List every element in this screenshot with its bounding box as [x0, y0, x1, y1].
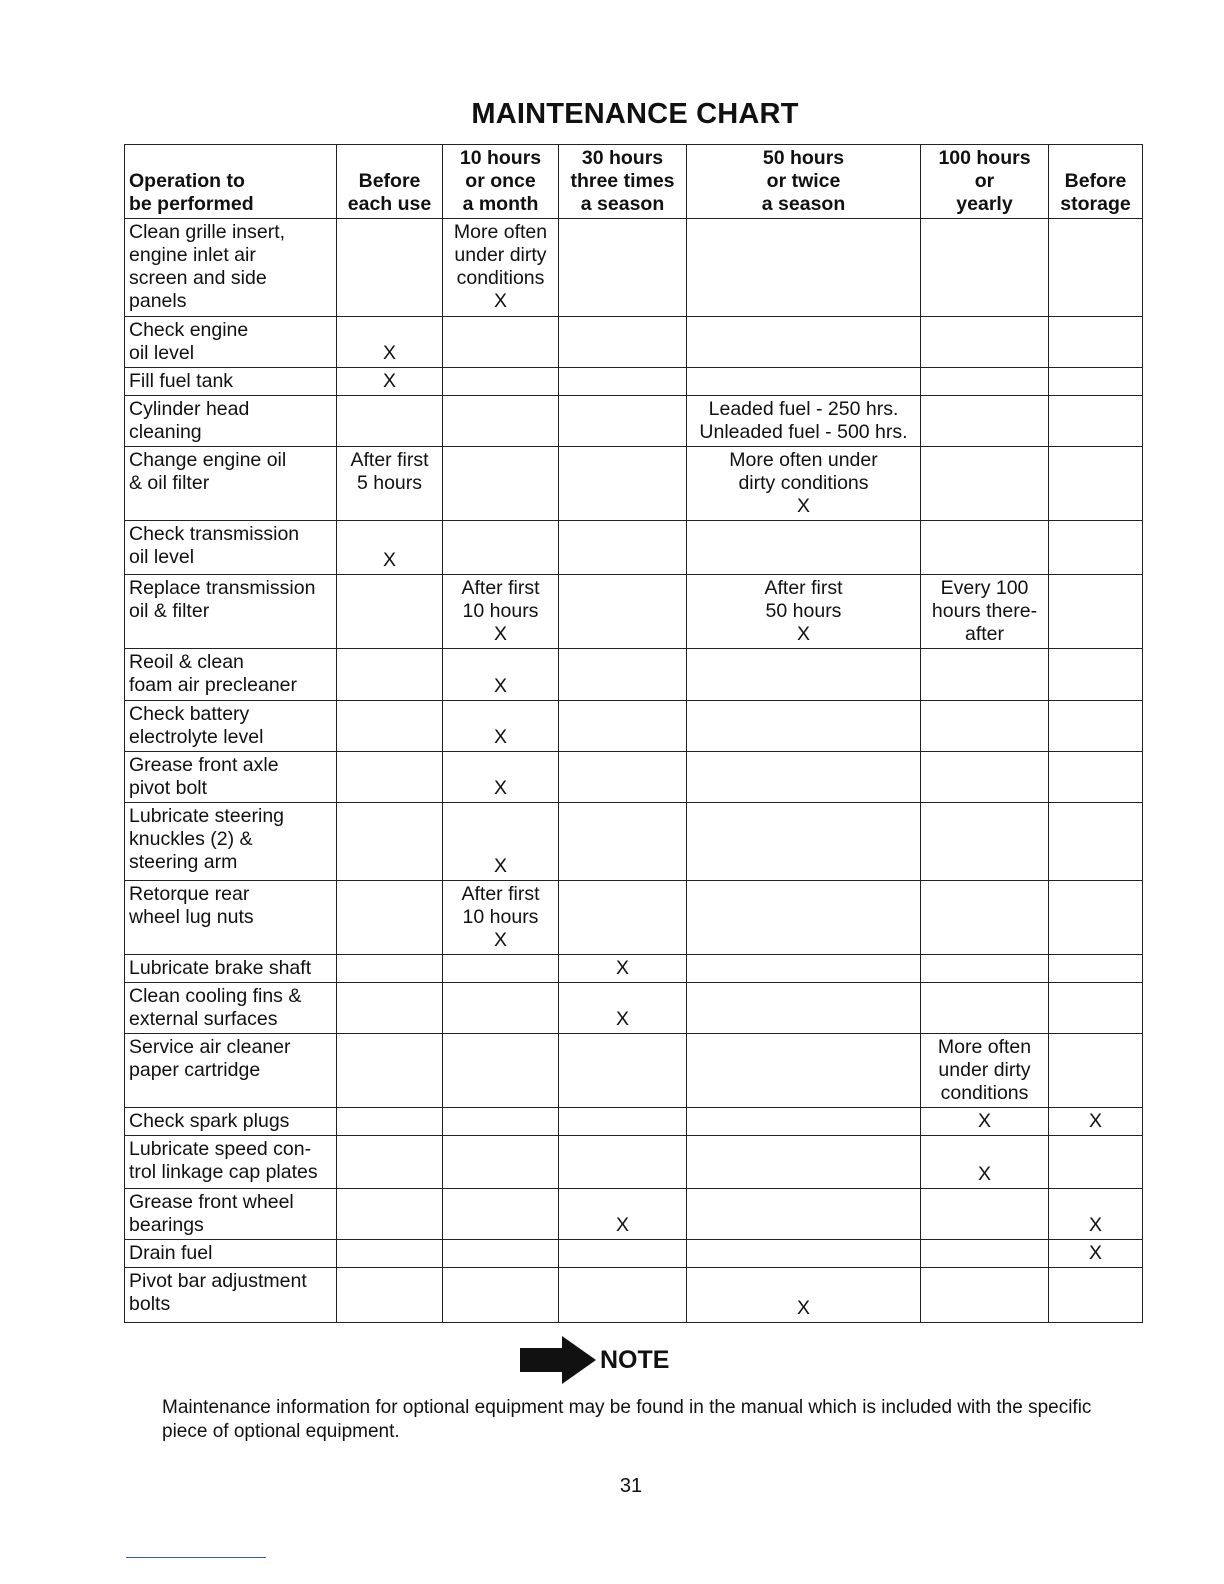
- page-title: MAINTENANCE CHART: [471, 98, 799, 130]
- interval-cell: X: [921, 1136, 1049, 1189]
- interval-cell: X: [443, 701, 559, 752]
- interval-cell: [1049, 368, 1143, 396]
- interval-cell: [687, 1034, 921, 1108]
- interval-cell: [1049, 575, 1143, 649]
- table-row: [125, 881, 1143, 955]
- interval-cell: [687, 955, 921, 983]
- interval-cell: [687, 317, 921, 368]
- table-row: [125, 521, 1143, 575]
- interval-cell: After first 50 hours X: [687, 575, 921, 649]
- interval-cell: [921, 983, 1049, 1034]
- interval-cell: X: [687, 1268, 921, 1323]
- interval-cell: X: [443, 649, 559, 701]
- interval-cell: [559, 1240, 687, 1268]
- table-row: [125, 317, 1143, 368]
- interval-cell: [337, 649, 443, 701]
- interval-cell: X: [559, 955, 687, 983]
- table-row: [125, 983, 1143, 1034]
- interval-cell: More often under dirty conditions: [921, 1034, 1049, 1108]
- note-text: Maintenance information for optional equipment may be found in the manual which is included with the specific piece of optional equipment.: [162, 1397, 1092, 1442]
- interval-cell: Every 100 hours there- after: [921, 575, 1049, 649]
- operation-cell: Retorque rear wheel lug nuts: [125, 881, 337, 955]
- interval-cell: [687, 803, 921, 881]
- interval-cell: [921, 955, 1049, 983]
- operation-cell: Lubricate brake shaft: [125, 955, 337, 983]
- interval-cell: [443, 1136, 559, 1189]
- operation-cell: Fill fuel tank: [125, 368, 337, 396]
- interval-cell: [337, 1034, 443, 1108]
- table-row: [125, 1189, 1143, 1240]
- interval-cell: [687, 219, 921, 317]
- interval-cell: [921, 701, 1049, 752]
- interval-cell: [687, 1240, 921, 1268]
- interval-cell: [443, 1189, 559, 1240]
- interval-cell: [687, 701, 921, 752]
- operation-cell: Cylinder head cleaning: [125, 396, 337, 447]
- interval-cell: [1049, 955, 1143, 983]
- operation-cell: Grease front wheel bearings: [125, 1189, 337, 1240]
- interval-cell: X: [1049, 1189, 1143, 1240]
- operation-cell: Service air cleaner paper cartridge: [125, 1034, 337, 1108]
- table-row: [125, 955, 1143, 983]
- operation-cell: Clean grille insert, engine inlet air screen and side panels: [125, 219, 337, 317]
- header-before-each-use: Before each use: [337, 145, 443, 219]
- interval-cell: [687, 983, 921, 1034]
- interval-cell: [337, 983, 443, 1034]
- interval-cell: [337, 1136, 443, 1189]
- interval-cell: [921, 219, 1049, 317]
- table-row: [125, 1108, 1143, 1136]
- interval-cell: [921, 881, 1049, 955]
- header-row: [125, 145, 1143, 219]
- interval-cell: X: [337, 521, 443, 575]
- table-row: [125, 368, 1143, 396]
- interval-cell: [559, 1268, 687, 1323]
- interval-cell: [443, 317, 559, 368]
- table-row: [125, 575, 1143, 649]
- table-row: [125, 1136, 1143, 1189]
- operation-cell: Lubricate speed con- trol linkage cap plates: [125, 1136, 337, 1189]
- interval-cell: [443, 1268, 559, 1323]
- operation-cell: Clean cooling fins & external surfaces: [125, 983, 337, 1034]
- interval-cell: [559, 368, 687, 396]
- interval-cell: [1049, 1268, 1143, 1323]
- operation-cell: Check spark plugs: [125, 1108, 337, 1136]
- interval-cell: [443, 1240, 559, 1268]
- interval-cell: X: [921, 1108, 1049, 1136]
- interval-cell: [559, 701, 687, 752]
- interval-cell: [559, 396, 687, 447]
- interval-cell: [1049, 881, 1143, 955]
- interval-cell: [443, 1034, 559, 1108]
- header-30-hours: 30 hours three times a season: [559, 145, 687, 219]
- arrow-right-icon: [518, 1334, 598, 1386]
- table-row: [125, 649, 1143, 701]
- interval-cell: After first 10 hours X: [443, 881, 559, 955]
- interval-cell: [559, 1034, 687, 1108]
- interval-cell: [443, 368, 559, 396]
- interval-cell: [337, 1240, 443, 1268]
- interval-cell: [443, 955, 559, 983]
- maintenance-table: [124, 144, 1143, 1323]
- operation-cell: Check engine oil level: [125, 317, 337, 368]
- interval-cell: [921, 317, 1049, 368]
- interval-cell: [1049, 1034, 1143, 1108]
- interval-cell: [921, 447, 1049, 521]
- interval-cell: [921, 1240, 1049, 1268]
- interval-cell: [337, 1189, 443, 1240]
- interval-cell: [337, 1108, 443, 1136]
- operation-cell: Lubricate steering knuckles (2) & steering arm: [125, 803, 337, 881]
- footer-rule: [126, 1557, 266, 1558]
- interval-cell: X: [1049, 1240, 1143, 1268]
- interval-cell: [337, 881, 443, 955]
- operation-cell: Pivot bar adjustment bolts: [125, 1268, 337, 1323]
- interval-cell: [1049, 803, 1143, 881]
- table-row: [125, 752, 1143, 803]
- interval-cell: X: [337, 317, 443, 368]
- interval-cell: More often under dirty conditions X: [687, 447, 921, 521]
- interval-cell: [337, 1268, 443, 1323]
- table-row: [125, 219, 1143, 317]
- table-row: [125, 803, 1143, 881]
- interval-cell: [559, 575, 687, 649]
- interval-cell: X: [443, 752, 559, 803]
- interval-cell: More often under dirty conditions X: [443, 219, 559, 317]
- interval-cell: [559, 803, 687, 881]
- interval-cell: [1049, 752, 1143, 803]
- interval-cell: [687, 649, 921, 701]
- interval-cell: [443, 1108, 559, 1136]
- interval-cell: [921, 649, 1049, 701]
- header-10-hours: 10 hours or once a month: [443, 145, 559, 219]
- interval-cell: [559, 752, 687, 803]
- interval-cell: [1049, 317, 1143, 368]
- interval-cell: [559, 521, 687, 575]
- interval-cell: [559, 881, 687, 955]
- interval-cell: [337, 803, 443, 881]
- interval-cell: [687, 752, 921, 803]
- interval-cell: [1049, 649, 1143, 701]
- interval-cell: [1049, 219, 1143, 317]
- interval-cell: [921, 521, 1049, 575]
- interval-cell: [1049, 1136, 1143, 1189]
- interval-cell: [559, 1136, 687, 1189]
- header-50-hours: 50 hours or twice a season: [687, 145, 921, 219]
- interval-cell: X: [443, 803, 559, 881]
- interval-cell: [559, 649, 687, 701]
- interval-cell: [1049, 396, 1143, 447]
- interval-cell: [443, 447, 559, 521]
- table-row: [125, 701, 1143, 752]
- operation-cell: Reoil & clean foam air precleaner: [125, 649, 337, 701]
- interval-cell: [921, 752, 1049, 803]
- interval-cell: [687, 368, 921, 396]
- interval-cell: [687, 1189, 921, 1240]
- table-row: [125, 447, 1143, 521]
- interval-cell: [559, 219, 687, 317]
- interval-cell: [443, 521, 559, 575]
- interval-cell: [921, 396, 1049, 447]
- interval-cell: [443, 983, 559, 1034]
- operation-cell: Replace transmission oil & filter: [125, 575, 337, 649]
- interval-cell: [337, 701, 443, 752]
- operation-cell: Drain fuel: [125, 1240, 337, 1268]
- interval-cell: [687, 1136, 921, 1189]
- interval-cell: [687, 881, 921, 955]
- note-callout: [518, 1334, 669, 1386]
- interval-cell: After first 5 hours: [337, 447, 443, 521]
- interval-cell: X: [337, 368, 443, 396]
- interval-cell: X: [559, 983, 687, 1034]
- interval-cell: [1049, 521, 1143, 575]
- interval-cell: X: [559, 1189, 687, 1240]
- table-row: [125, 1268, 1143, 1323]
- operation-cell: Change engine oil & oil filter: [125, 447, 337, 521]
- interval-cell: [1049, 447, 1143, 521]
- table-row: [125, 396, 1143, 447]
- interval-cell: [1049, 983, 1143, 1034]
- interval-cell: [921, 1189, 1049, 1240]
- interval-cell: [337, 219, 443, 317]
- interval-cell: [337, 752, 443, 803]
- interval-cell: [443, 396, 559, 447]
- interval-cell: Leaded fuel - 250 hrs. Unleaded fuel - 500 hrs.: [687, 396, 921, 447]
- interval-cell: [337, 396, 443, 447]
- interval-cell: [1049, 701, 1143, 752]
- interval-cell: X: [1049, 1108, 1143, 1136]
- operation-cell: Grease front axle pivot bolt: [125, 752, 337, 803]
- page-number: 31: [619, 1475, 643, 1497]
- note-label: NOTE: [600, 1345, 670, 1374]
- interval-cell: [687, 521, 921, 575]
- table-row: [125, 1240, 1143, 1268]
- operation-cell: Check transmission oil level: [125, 521, 337, 575]
- table-row: [125, 1034, 1143, 1108]
- interval-cell: [559, 447, 687, 521]
- interval-cell: [921, 803, 1049, 881]
- interval-cell: After first 10 hours X: [443, 575, 559, 649]
- header-operation: Operation to be performed: [125, 145, 337, 219]
- interval-cell: [559, 317, 687, 368]
- operation-cell: Check battery electrolyte level: [125, 701, 337, 752]
- interval-cell: [337, 575, 443, 649]
- header-before-storage: Before storage: [1049, 145, 1143, 219]
- interval-cell: [921, 368, 1049, 396]
- interval-cell: [921, 1268, 1049, 1323]
- interval-cell: [559, 1108, 687, 1136]
- interval-cell: [687, 1108, 921, 1136]
- header-100-hours: 100 hours or yearly: [921, 145, 1049, 219]
- interval-cell: [337, 955, 443, 983]
